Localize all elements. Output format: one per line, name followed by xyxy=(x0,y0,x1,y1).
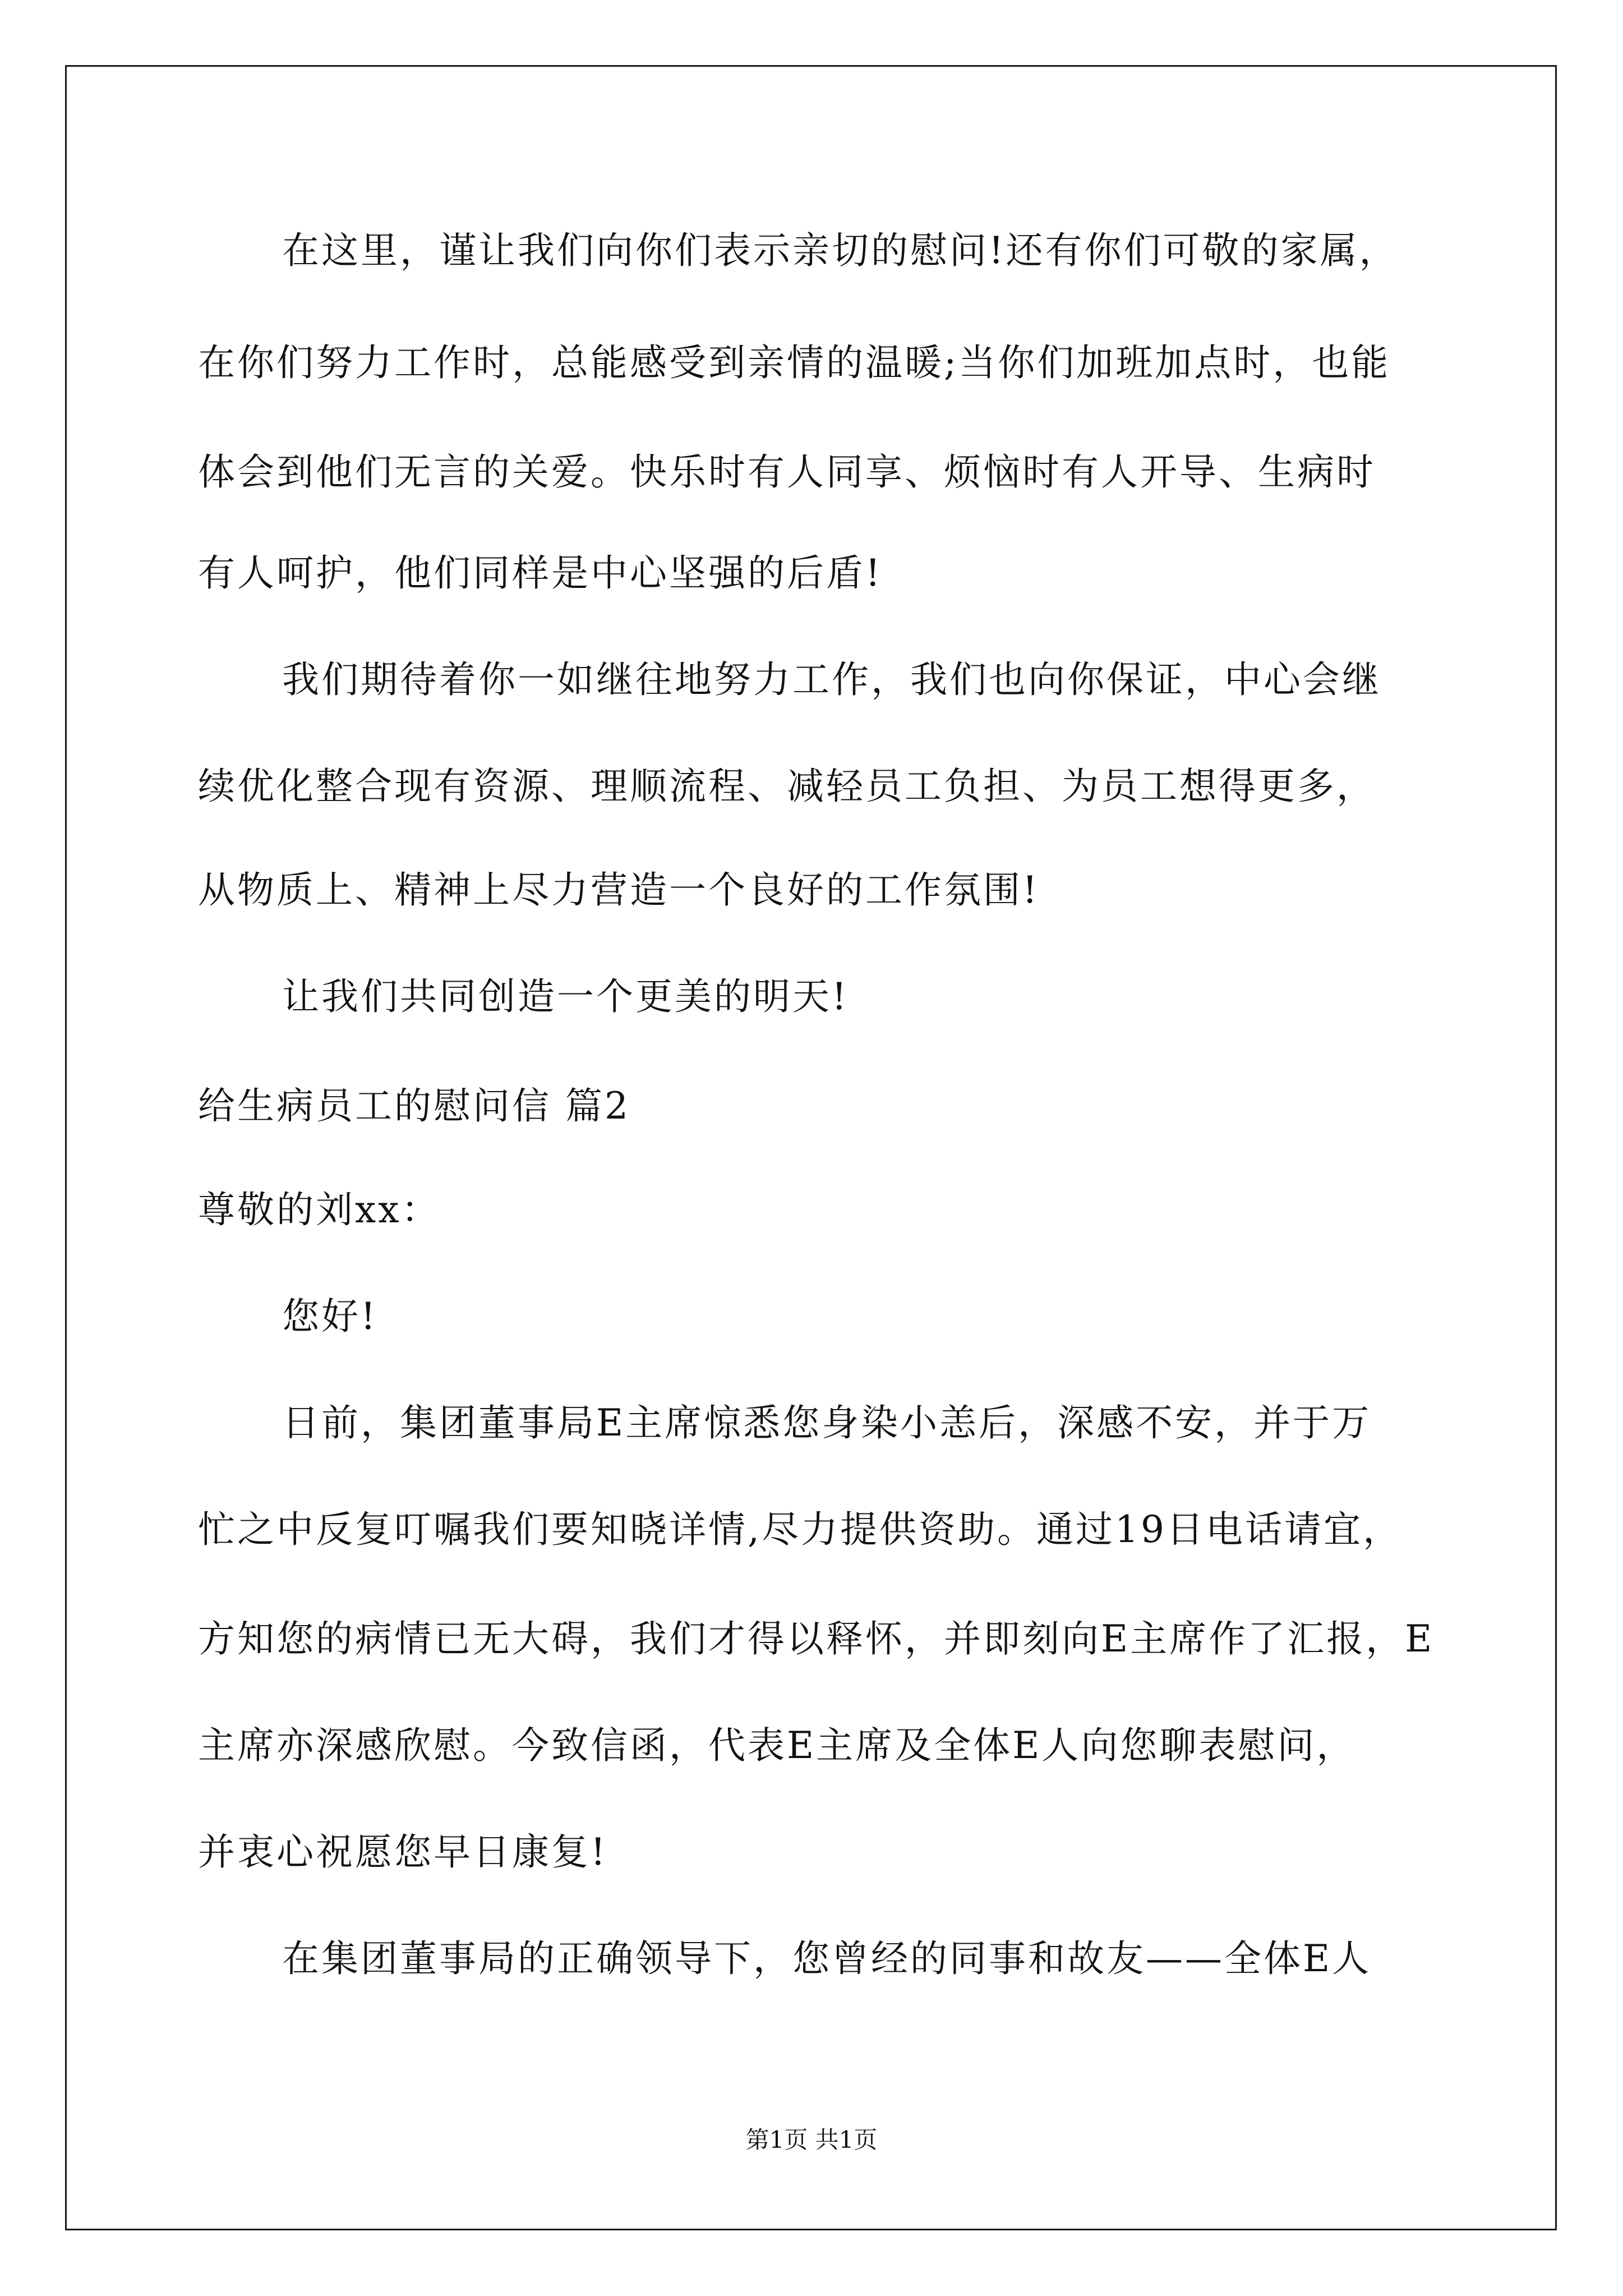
paragraph-line: 并衷心祝愿您早日康复! xyxy=(198,1830,608,1874)
paragraph-line: 在集团董事局的正确领导下，您曾经的同事和故友——全体E人 xyxy=(282,1937,1372,1980)
page-border xyxy=(65,65,1557,2230)
paragraph-line: 在你们努力工作时，总能感受到亲情的温暖;当你们加班加点时，也能 xyxy=(198,341,1391,384)
paragraph-line: 续优化整合现有资源、理顺流程、减轻员工负担、为员工想得更多， xyxy=(198,765,1376,808)
paragraph-line: 有人呵护，他们同样是中心坚强的后盾! xyxy=(198,551,883,595)
paragraph-line: 忙之中反复叮嘱我们要知晓详情,尽力提供资助。通过19日电话请宜， xyxy=(198,1508,1402,1551)
paragraph-line: 我们期待着你一如继往地努力工作，我们也向你保证，中心会继 xyxy=(282,658,1381,701)
paragraph-line: 方知您的病情已无大碍，我们才得以释怀，并即刻向E主席作了汇报，E xyxy=(198,1617,1435,1660)
paragraph-line: 从物质上、精神上尽力营造一个良好的工作氛围! xyxy=(198,868,1040,912)
paragraph-line: 在这里，谨让我们向你们表示亲切的慰问!还有你们可敬的家属， xyxy=(282,229,1399,272)
greeting: 您好! xyxy=(282,1295,378,1338)
paragraph-line: 体会到他们无言的关爱。快乐时有人同享、烦恼时有人开导、生病时 xyxy=(198,450,1376,494)
paragraph-line: 日前，集团董事局E主席惊悉您身染小恙后，深感不安，并于万 xyxy=(282,1401,1372,1444)
page-footer: 第1页 共1页 xyxy=(745,2126,878,2154)
section-heading: 给生病员工的慰问信 篇2 xyxy=(198,1084,630,1128)
paragraph-line: 主席亦深感欣慰。今致信函，代表E主席及全体E人向您聊表慰问， xyxy=(198,1724,1356,1767)
salutation: 尊敬的刘xx： xyxy=(198,1188,441,1231)
paragraph-line: 让我们共同创造一个更美的明天! xyxy=(282,975,849,1018)
